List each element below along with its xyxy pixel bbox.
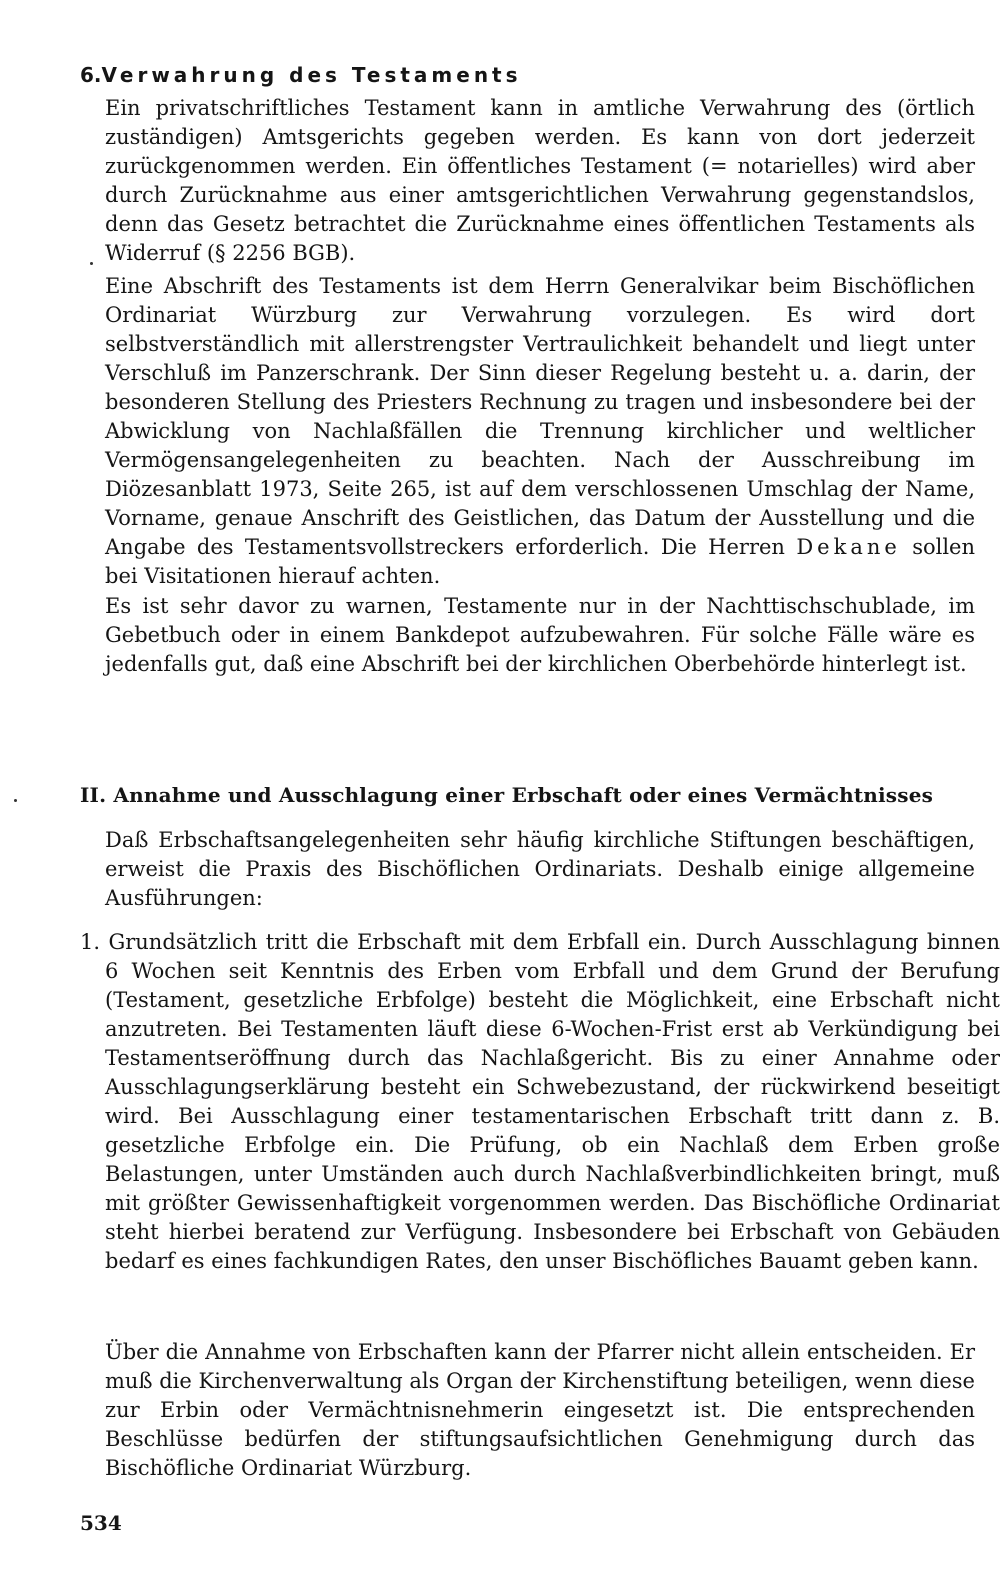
- list-item-1: 1. Grundsätzlich tritt die Erbschaft mit dem Erbfall ein. Durch Ausschlagung binnen 6 Wochen seit Kenntnis des Erben vom Erbfall und dem Grund der Berufung (Testament, gesetzliche Erbfolge) besteht die Möglichkeit, eine Erbschaft nicht anzutreten. Bei Testamenten läuft diese 6-Wochen-Frist erst ab Verkündigung bei Testamentseröffnung durch das Nachlaßgericht. Bis zu einer Annahme oder Ausschlagungserklärung besteht ein Schwebezustand, der rückwirkend beseitigt wird. Bei Ausschlagung einer testamentarischen Erbschaft tritt dann z. B. gesetzliche Erbfolge ein. Die Prüfung, ob ein Nachlaß dem Erben große Belastungen, unter Umständen auch durch Nachlaßverbindlichkeiten bringt, muß mit größter Gewissenhaftigkeit vorgenommen werden. Das Bischöfliche Ordinariat steht hierbei beratend zur Verfügung. Insbesondere bei Erbschaft von Gebäuden bedarf es eines fachkundigen Rates, den unser Bischöfliches Bauamt geben kann.: [80, 930, 1000, 1273]
- scan-speck: [14, 799, 17, 802]
- paragraph-warning: Es ist sehr davor zu warnen, Testamente nur in der Nachttischschublade, im Gebetbuch oder in einem Bankdepot aufzubewahren. Für solche Fälle wäre es jedenfalls gut, daß eine Abschrift bei der kirchlichen Oberbehörde hinterlegt ist.: [105, 594, 975, 676]
- dekane-emphasis: Dekane: [796, 535, 901, 559]
- paragraph-decision: Über die Annahme von Erbschaften kann der Pfarrer nicht allein entscheiden. Er muß die Kirchenverwaltung als Organ der Kirchenstiftung beteiligen, wenn diese zur Erbin oder Vermächtnisnehmerin eingesetzt ist. Die entsprechenden Beschlüsse bedürfen der stiftungsaufsichtlichen Genehmigung durch das Bischöfliche Ordinariat Würzburg.: [105, 1340, 975, 1480]
- page-number: 534: [80, 1511, 122, 1535]
- paragraph-copy: [105, 272, 975, 591]
- scan-speck: [90, 262, 93, 265]
- section-heading: [80, 62, 522, 88]
- paragraph-deposit: Ein privatschriftliches Testament kann in amtliche Verwahrung des (örtlich zuständigen) Amtsgerichts gegeben werden. Es kann von dort jederzeit zurückgenommen werden. Ein öffentliches Testament (= notarielles) wird aber durch Zurücknahme aus einer amtsgerichtlichen Verwahrung gegenstandslos, denn das Gesetz betrachtet die Zurücknahme eines öffentlichen Testaments als Widerruf (§ 2256 BGB).: [105, 96, 975, 265]
- section-ii-heading: II. Annahme und Ausschlagung einer Erbschaft oder eines Vermächtnisses: [80, 783, 934, 807]
- paragraph-copy-tail: sollen bei Visitationen hierauf achten.: [105, 535, 975, 588]
- section-title-text: Verwahrung des Testaments: [101, 63, 522, 87]
- section-number: 6.: [80, 63, 102, 87]
- paragraph-copy-text: Eine Abschrift des Testaments ist dem Herrn Generalvikar beim Bischöflichen Ordinariat Würzburg zur Verwahrung vorzulegen. Es wird dort selbstverständlich mit allerstrengster Vertraulichkeit behandelt und liegt unter Verschluß im Panzerschrank. Der Sinn dieser Regelung besteht u. a. darin, der besonderen Stellung des Priesters Rechnung zu tragen und insbesondere bei der Abwicklung von Nachlaßfällen die Trennung kirchlicher und weltlicher Vermögensangelegenheiten zu beachten. Nach der Ausschreibung im Diözesanblatt 1973, Seite 265, ist auf dem verschlossenen Umschlag der Name, Vorname, genaue Anschrift des Geistlichen, das Datum der Ausstellung und die Angabe des Testamentsvollstreckers erforderlich. Die Herren: [105, 274, 975, 559]
- paragraph-intro: Daß Erbschaftsangelegenheiten sehr häufig kirchliche Stiftungen beschäftigen, erweist die Praxis des Bischöflichen Ordinariats. Deshalb einige allgemeine Ausführungen:: [105, 828, 975, 910]
